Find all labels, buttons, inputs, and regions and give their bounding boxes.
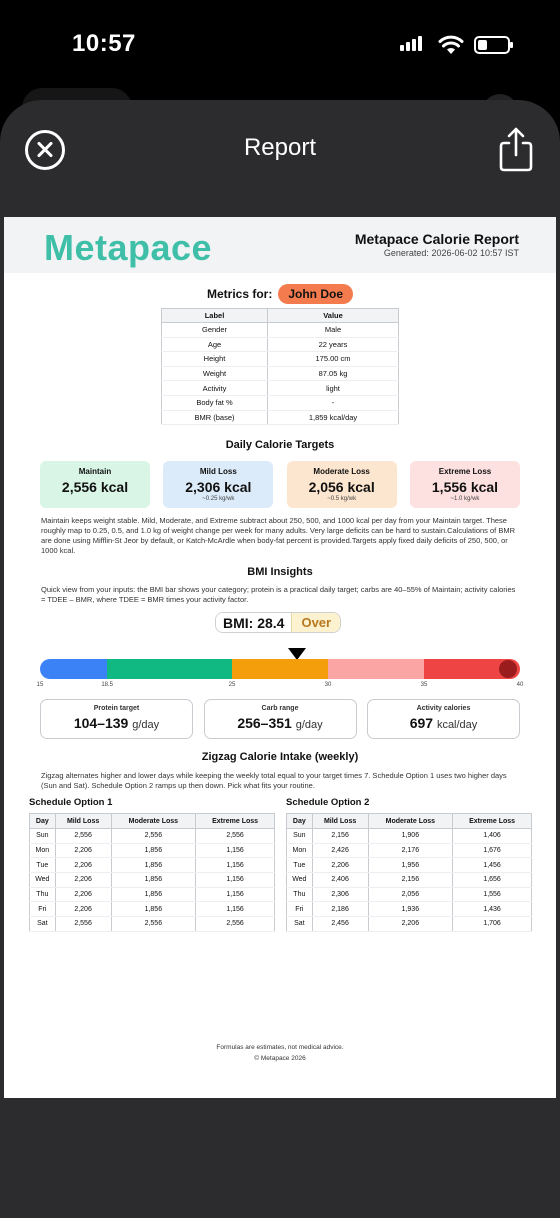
schedule-cell: 1,156: [196, 873, 275, 888]
bmi-value: BMI: 28.4: [216, 613, 291, 632]
target-card-label: Moderate Loss: [313, 467, 370, 476]
footer-disclaimer: Formulas are estimates, not medical advice.: [216, 1044, 344, 1051]
target-card-label: Extreme Loss: [438, 467, 492, 476]
schedule-cell: 2,206: [312, 858, 368, 873]
schedule-option-2-title: Schedule Option 2: [286, 797, 370, 808]
schedule-header-cell: Mild Loss: [312, 814, 368, 829]
stat-label: Protein target: [93, 705, 140, 712]
metrics-label-cell: Activity: [162, 381, 268, 396]
schedule-cell: 2,156: [312, 829, 368, 844]
schedule-cell: 2,556: [55, 829, 111, 844]
calorie-target-cards: [40, 461, 520, 508]
schedule-cell: 1,456: [453, 858, 532, 873]
metrics-row: [162, 410, 399, 425]
target-card-value: 1,556 kcal: [431, 479, 499, 495]
schedule-cell: Sun: [287, 829, 313, 844]
schedule-cell: Mon: [30, 843, 56, 858]
schedule-cell: Sun: [30, 829, 56, 844]
schedule-row: [30, 858, 275, 873]
schedule-cell: 2,206: [55, 843, 111, 858]
metrics-for: [4, 284, 556, 304]
target-card-value: 2,556 kcal: [61, 479, 129, 495]
metrics-row: [162, 352, 399, 367]
bmi-segment: [328, 659, 424, 679]
metrics-value-cell: -: [268, 395, 399, 410]
schedule-cell: 1,156: [196, 887, 275, 902]
schedule-cell: 1,956: [368, 858, 453, 873]
stat-label: Carb range: [261, 705, 299, 712]
schedule-cell: 1,556: [453, 887, 532, 902]
schedule-cell: 1,656: [453, 873, 532, 888]
metrics-row: [162, 366, 399, 381]
metrics-label-cell: Age: [162, 337, 268, 352]
metrics-value-cell: 22 years: [268, 337, 399, 352]
user-name-badge: John Doe: [278, 284, 353, 304]
target-card-extreme-loss: [410, 461, 520, 508]
bmi-stat-cards: [40, 699, 520, 739]
schedule-row: [287, 858, 532, 873]
target-card-rate: ~0.25 kg/wk: [202, 496, 235, 502]
bmi-description: Quick view from your inputs: the BMI bar shows your category; protein is a practical daily target; carbs are 40–55% of Maintain; activity calories = TDEE – BMR, where TDEE = BMR times your activity factor.: [41, 585, 516, 604]
schedule-cell: 2,556: [111, 917, 196, 932]
bmi-value-badge: [215, 612, 341, 633]
schedule-cell: Thu: [30, 887, 56, 902]
stat-value-line: [41, 715, 192, 731]
bmi-tick-label: 30: [324, 682, 332, 688]
metrics-label: Metrics for:: [206, 287, 273, 301]
schedule-row: [287, 873, 532, 888]
zigzag-description: Zigzag alternates higher and lower days while keeping the weekly total equal to your target times 7. Schedule Option 1 uses two higher days (Sun and Sat). Schedule Option 2 ramps up then down. Pick what fits your routine.: [41, 771, 507, 790]
bmi-scale-end-dot: [499, 660, 517, 678]
schedule-option-2-table: [286, 813, 532, 932]
cellular-signal-icon: [400, 36, 422, 51]
metrics-row: [162, 337, 399, 352]
schedule-option-1-title: Schedule Option 1: [29, 797, 113, 808]
schedule-cell: 2,156: [368, 873, 453, 888]
schedule-cell: Mon: [287, 843, 313, 858]
metrics-label-cell: Body fat %: [162, 395, 268, 410]
target-card-moderate-loss: [287, 461, 397, 508]
schedule-header-cell: Extreme Loss: [453, 814, 532, 829]
schedule-cell: 2,206: [368, 917, 453, 932]
stat-value: 256–351: [237, 715, 292, 731]
stat-card-protein-target: [40, 699, 193, 739]
schedule-row: [30, 829, 275, 844]
zigzag-title: Zigzag Calorie Intake (weekly): [201, 751, 359, 763]
schedule-cell: 2,556: [111, 829, 196, 844]
metrics-header-label: Label: [162, 309, 268, 323]
stat-card-carb-range: [204, 699, 357, 739]
metrics-value-cell: 1,859 kcal/day: [268, 410, 399, 425]
schedule-cell: Wed: [30, 873, 56, 888]
bmi-tick-label: 18.5: [101, 682, 114, 688]
metrics-row: [162, 395, 399, 410]
target-card-maintain: [40, 461, 150, 508]
schedule-header-cell: Moderate Loss: [111, 814, 196, 829]
schedule-row: [287, 887, 532, 902]
schedule-header-cell: Extreme Loss: [196, 814, 275, 829]
schedule-cell: 2,206: [55, 873, 111, 888]
schedule-cell: 1,676: [453, 843, 532, 858]
schedule-cell: 2,556: [196, 917, 275, 932]
schedule-cell: 1,936: [368, 902, 453, 917]
footer-copyright: © Metapace 2026: [254, 1055, 306, 1062]
report-generated-date: Generated: 2026-06-02 10:57 IST: [383, 248, 519, 258]
metrics-value-cell: Male: [268, 323, 399, 338]
bmi-tick-label: 25: [228, 682, 236, 688]
schedule-cell: 2,206: [55, 902, 111, 917]
stat-unit: g/day: [132, 719, 160, 731]
schedule-cell: 1,906: [368, 829, 453, 844]
bmi-category: Over: [291, 613, 340, 632]
target-card-value: 2,056 kcal: [308, 479, 375, 495]
stat-value-line: [205, 715, 356, 731]
metrics-label-cell: Gender: [162, 323, 268, 338]
target-card-value: 2,306 kcal: [185, 479, 252, 495]
daily-targets-title: Daily Calorie Targets: [225, 439, 335, 451]
schedule-cell: Tue: [287, 858, 313, 873]
schedule-cell: 1,436: [453, 902, 532, 917]
battery-icon: [474, 36, 510, 54]
schedule-cell: 1,406: [453, 829, 532, 844]
report-page[interactable]: [4, 217, 556, 1098]
metrics-header-value: Value: [268, 309, 399, 323]
schedule-header-row: [287, 814, 532, 829]
bmi-segment: [232, 659, 328, 679]
schedule-header-row: [30, 814, 275, 829]
stat-label: Activity calories: [416, 705, 471, 712]
schedule-cell: Thu: [287, 887, 313, 902]
bmi-tick-label: 15: [36, 682, 44, 688]
bmi-segment: [107, 659, 232, 679]
schedule-cell: 2,306: [312, 887, 368, 902]
schedule-row: [30, 843, 275, 858]
schedule-option-1-table: [29, 813, 275, 932]
schedule-row: [30, 917, 275, 932]
schedule-header-cell: Mild Loss: [55, 814, 111, 829]
schedule-cell: 2,406: [312, 873, 368, 888]
schedule-cell: 2,206: [55, 887, 111, 902]
schedule-cell: Fri: [287, 902, 313, 917]
schedule-cell: Wed: [287, 873, 313, 888]
schedule-cell: Sat: [287, 917, 313, 932]
schedule-cell: 1,856: [111, 887, 196, 902]
schedule-cell: Sat: [30, 917, 56, 932]
stat-value-line: [368, 715, 519, 731]
target-card-mild-loss: [163, 461, 273, 508]
metrics-value-cell: 87.05 kg: [268, 366, 399, 381]
stat-unit: g/day: [295, 719, 323, 731]
schedule-cell: 2,556: [55, 917, 111, 932]
schedule-cell: 2,186: [312, 902, 368, 917]
metapace-logo: Metapace: [44, 227, 213, 268]
stat-card-activity-calories: [367, 699, 520, 739]
bmi-insights-title: BMI Insights: [247, 566, 313, 578]
stat-value: 104–139: [73, 715, 129, 731]
schedule-cell: 1,856: [111, 873, 196, 888]
report-title: Metapace Calorie Report: [354, 231, 519, 247]
metrics-label-cell: BMR (base): [162, 410, 268, 425]
target-card-rate: ~0.5 kg/wk: [327, 496, 357, 502]
bmi-segment: [40, 659, 107, 679]
schedule-cell: Fri: [30, 902, 56, 917]
schedule-cell: 1,156: [196, 843, 275, 858]
metrics-row: [162, 381, 399, 396]
schedule-cell: Tue: [30, 858, 56, 873]
schedule-cell: 1,156: [196, 902, 275, 917]
stat-unit: kcal/day: [436, 719, 478, 731]
schedule-row: [30, 873, 275, 888]
schedule-row: [287, 829, 532, 844]
schedule-cell: 1,156: [196, 858, 275, 873]
schedule-cell: 2,426: [312, 843, 368, 858]
schedule-cell: 2,456: [312, 917, 368, 932]
metrics-value-cell: light: [268, 381, 399, 396]
share-icon[interactable]: [498, 126, 534, 172]
schedule-cell: 1,856: [111, 902, 196, 917]
schedule-cell: 1,856: [111, 843, 196, 858]
metrics-label-cell: Height: [162, 352, 268, 367]
bmi-tick-label: 35: [420, 682, 428, 688]
status-time: 10:57: [72, 30, 136, 57]
target-card-label: Maintain: [78, 467, 112, 476]
target-card-rate: ~1.0 kg/wk: [450, 496, 480, 502]
schedule-row: [287, 902, 532, 917]
status-bar: [0, 0, 560, 100]
stat-value: 697: [409, 715, 434, 731]
schedule-header-cell: Moderate Loss: [368, 814, 453, 829]
metrics-row: [162, 323, 399, 338]
schedule-cell: 2,556: [196, 829, 275, 844]
schedule-cell: 1,856: [111, 858, 196, 873]
schedule-cell: 1,706: [453, 917, 532, 932]
schedule-cell: 2,176: [368, 843, 453, 858]
daily-targets-description: Maintain keeps weight stable. Mild, Moderate, and Extreme subtract about 250, 500, and 1000 kcal per day from your Maintain target. These roughly map to 0.25, 0.5, and 1.0 kg of weight change per week for many adults. Very large deficits can be hard to sustain.Calculations of BMR are done using Mifflin-St Jeor by default, or Katch-McArdle when body-fat percent is provided.Targets apply fixed daily deficits of 250, 500, or 1000 kcal.: [41, 516, 516, 555]
bmi-scale-bar: [40, 659, 520, 679]
schedule-cell: 2,206: [55, 858, 111, 873]
schedule-row: [287, 843, 532, 858]
bmi-tick-label: 40: [516, 682, 524, 688]
sheet-title: Report: [243, 134, 317, 161]
wifi-icon: [438, 35, 464, 55]
metrics-value-cell: 175.00 cm: [268, 352, 399, 367]
schedule-row: [30, 887, 275, 902]
report-header: [4, 217, 556, 273]
schedule-row: [287, 917, 532, 932]
target-card-label: Mild Loss: [199, 467, 237, 476]
metrics-label-cell: Weight: [162, 366, 268, 381]
schedule-row: [30, 902, 275, 917]
schedule-header-cell: Day: [30, 814, 56, 829]
schedule-cell: 2,056: [368, 887, 453, 902]
metrics-table: [161, 308, 399, 425]
schedule-header-cell: Day: [287, 814, 313, 829]
